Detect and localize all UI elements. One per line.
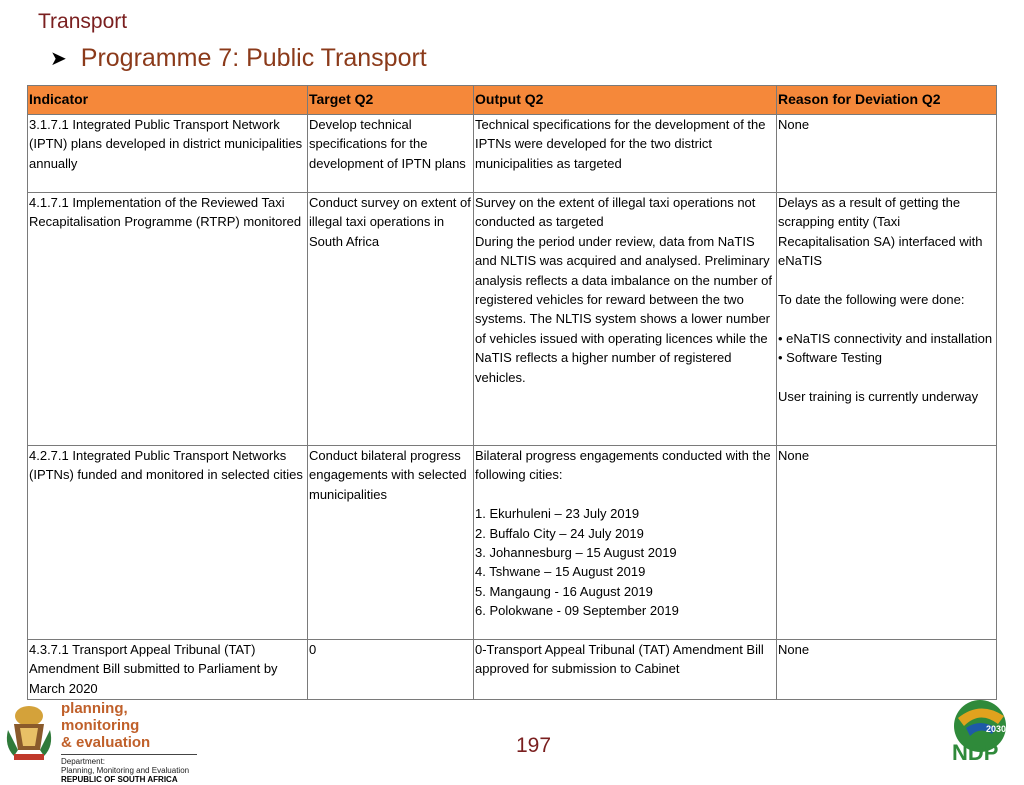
department-name: Planning, Monitoring and Evaluation <box>61 766 190 775</box>
output-cell: Technical specifications for the development of the IPTNs were developed for the two district municipalities as targeted <box>474 115 777 193</box>
reason-cell: None <box>777 640 997 700</box>
reason-cell: None <box>777 115 997 193</box>
ndp-2030-logo-icon <box>946 698 1014 764</box>
output-cell: Bilateral progress engagements conducted with the following cities: 1. Ekurhuleni – 23 July 2019 2. Buffalo City – 24 July 2019 3. Johannesburg – 15 August 2019 4. Tshwane – 15 August 2019 5. Mangaung - 16 August 2019 6. Polokwane - 09 September 2019 <box>474 446 777 640</box>
logo-line-1: planning, monitoring <box>61 700 140 734</box>
page-number: 197 <box>516 734 552 757</box>
coat-of-arms-icon <box>4 700 54 764</box>
department-label: Department: <box>61 754 197 766</box>
target-cell: 0 <box>308 640 474 700</box>
reason-cell: None <box>777 446 997 640</box>
indicator-cell: 3.1.7.1 Integrated Public Transport Network (IPTN) plans developed in district municipalities annually <box>28 115 308 193</box>
table-row <box>28 640 997 700</box>
dpme-logo <box>4 700 204 784</box>
column-header-target: Target Q2 <box>308 86 474 115</box>
column-header-output: Output Q2 <box>474 86 777 115</box>
programme-title-text: Programme 7: Public Transport <box>80 44 427 72</box>
target-cell: Conduct survey on extent of illegal taxi operations in South Africa <box>308 193 474 446</box>
ndp-year: 2030 <box>986 724 1007 734</box>
programme-title <box>50 44 427 73</box>
logo-line-2: & evaluation <box>61 734 151 751</box>
section-title: Transport <box>38 10 128 33</box>
indicator-cell: 4.1.7.1 Implementation of the Reviewed Taxi Recapitalisation Programme (RTRP) monitored <box>28 193 308 446</box>
reason-cell: Delays as a result of getting the scrapping entity (Taxi Recapitalisation SA) interfaced with eNaTIS To date the following were done: • eNaTIS connectivity and installation • Software Testing User training is currently underway <box>777 193 997 446</box>
column-header-indicator: Indicator <box>28 86 308 115</box>
output-cell: 0-Transport Appeal Tribunal (TAT) Amendment Bill approved for submission to Cabinet <box>474 640 777 700</box>
column-header-reason: Reason for Deviation Q2 <box>777 86 997 115</box>
indicator-cell: 4.3.7.1 Transport Appeal Tribunal (TAT) Amendment Bill submitted to Parliament by March 2020 <box>28 640 308 700</box>
table-row <box>28 193 997 446</box>
country-name: REPUBLIC OF SOUTH AFRICA <box>61 775 178 784</box>
target-cell: Develop technical specifications for the development of IPTN plans <box>308 115 474 193</box>
target-cell: Conduct bilateral progress engagements with selected municipalities <box>308 446 474 640</box>
table-row <box>28 446 997 640</box>
indicator-cell: 4.2.7.1 Integrated Public Transport Networks (IPTNs) funded and monitored in selected cities <box>28 446 308 640</box>
performance-table <box>27 85 997 700</box>
table-header-row <box>28 86 997 115</box>
table-row <box>28 115 997 193</box>
ndp-text: NDP <box>952 740 999 764</box>
output-cell: Survey on the extent of illegal taxi operations not conducted as targeted During the period under review, data from NaTIS and NLTIS was acquired and analysed. Preliminary analysis reflects a data imbalance on the number of registered vehicles for reward between the two systems. The NLTIS system shows a lower number of vehicles issued with operating licences while the NaTIS reflects a higher number of registered vehicles. <box>474 193 777 446</box>
arrow-bullet-icon: ➤ <box>50 48 67 70</box>
